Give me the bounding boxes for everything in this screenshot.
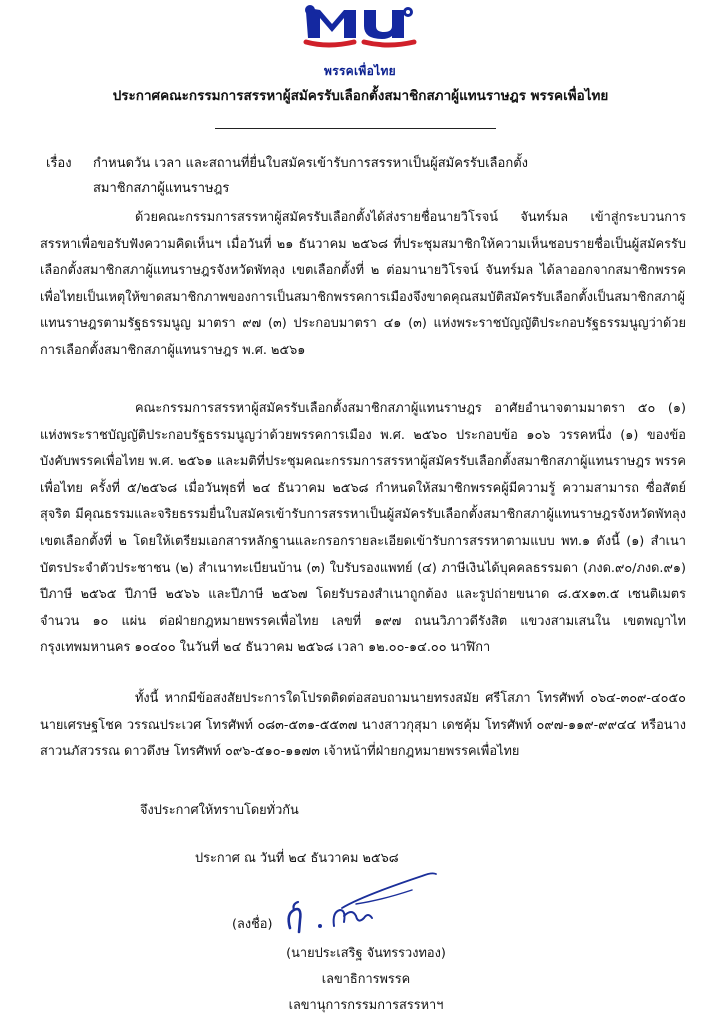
paragraph-application-details: คณะกรรมการสรรหาผู้สมัครรับเลือกตั้งสมาชิกสภาผู้แทนราษฎร อาศัยอำนาจตามมาตรา ๕๐ (๑) แห่งพระราชบัญญัติประกอบรัฐธรรมนูญว่าด้วยพรรคการเมือง พ.ศ. ๒๕๖๐ ประกอบข้อ ๑๐๖ วรรคหนึ่ง (๑) ของข้อบังคับพรรคเพื่อไทย พ.ศ. ๒๕๖๑ และมติที่ประชุมคณะกรรมการสรรหาผู้สมัครรับเลือกตั้งสมาชิกสภาผู้แทนราษฎร พรรคเพื่อไทย ครั้งที่ ๕/๒๕๖๘ เมื่อวันพุธที่ ๒๔ ธันวาคม ๒๕๖๘ กำหนดให้สมาชิกพรรคผู้มีความรู้ ความสามารถ ซื่อสัตย์สุจริต มีคุณธรรมและจริยธรรมยื่นใบสมัครเข้ารับการสรรหาเป็นผู้สมัครรับเลือกตั้งสมาชิกสภาผู้แทนราษฎรจังหวัดพัทลุง เขตเลือกตั้งที่ ๒ โดยให้เตรียมเอกสารหลักฐานและกรอกรายละเอียดเข้ารับการสรรหาตามแบบ พท.๑ ดังนี้ (๑) สำเนาบัตรประจำตัวประชาชน (๒) สำเนาทะเบียนบ้าน (๓) ใบรับรองแพทย์ (๔) ภาษีเงินได้บุคคลธรรมดา (ภงด.๙๐/ภงด.๙๑) ปีภาษี ๒๕๖๕ ปีภาษี ๒๕๖๖ และปีภาษี ๒๕๖๗ โดยรับรองสำเนาถูกต้อง และรูปถ่ายขนาด ๘.๕x๑๓.๕ เซนติเมตร จำนวน ๑๐ แผ่น ต่อฝ่ายกฎหมายพรรคเพื่อไทย เลขที่ ๑๙๗ ถนนวิภาวดีรังสิต แขวงสามเสนใน เขตพญาไท กรุงเทพมหานคร ๑๐๔๐๐ ในวันที่ ๒๔ ธันวาคม ๒๕๖๘ เวลา ๑๒.๐๐-๑๔.๐๐ นาฬิกา (40, 401, 686, 656)
signatory-position-1: เลขาธิการพรรค (321, 972, 411, 987)
paragraph-background: ด้วยคณะกรรมการสรรหาผู้สมัครรับเลือกตั้งได้ส่งรายชื่อนายวิโรจน์ จันทร์มล เข้าสู่กระบวนการสรรหาเพื่อขอรับฟังความคิดเห็นฯ เมื่อวันที่ ๒๑ ธันวาคม ๒๕๖๘ ที่ประชุมสมาชิกให้ความเห็นชอบรายชื่อเป็นผู้สมัครรับเลือกตั้งสมาชิกสภาผู้แทนราษฎรจังหวัดพัทลุง เขตเลือกตั้งที่ ๒ ต่อมานายวิโรจน์ จันทร์มล ได้ลาออกจากสมาชิกพรรคเพื่อไทยเป็นเหตุให้ขาดสมาชิกภาพของการเป็นสมาชิกพรรคการเมืองจึงขาดคุณสมบัติสมัครรับเลือกตั้งเป็นสมาชิกสภาผู้แทนราษฎรตามรัฐธรรมนูญ มาตรา ๙๗ (๓) ประกอบมาตรา ๔๑ (๓) แห่งพระราชบัญญัติประกอบรัฐธรรมนูญว่าด้วยการเลือกตั้งสมาชิกสภาผู้แทนราษฎร พ.ศ. ๒๕๖๑ (40, 210, 686, 358)
paragraph-closing: จึงประกาศให้ทราบโดยทั่วกัน (140, 803, 299, 818)
handwritten-signature (272, 866, 442, 936)
subject-label: เรื่อง (46, 156, 72, 171)
signatory-name: (นายประเสริฐ จันทรรวงทอง) (286, 946, 446, 961)
paragraph-contacts: ทั้งนี้ หากมีข้อสงสัยประการใดโปรดติดต่อสอบถามนายทรงสมัย ศรีโสภา โทรศัพท์ ๐๖๔-๓๐๙-๔๐๕๐ นายเศรษฐโชค วรรณประเวศ โทรศัพท์ ๐๘๓-๕๓๑-๕๕๓๗ นางสาวกุสุมา เดชคุ้ม โทรศัพท์ ๐๙๗-๑๑๙-๙๙๔๔ หรือนางสาวนภัสวรรณ ดาวดึงษ โทรศัพท์ ๐๙๖-๕๑๐-๑๑๗๓ เจ้าหน้าที่ฝ่ายกฎหมายพรรคเพื่อไทย (40, 691, 686, 760)
announcement-date: ประกาศ ณ วันที่ ๒๔ ธันวาคม ๒๕๖๘ (195, 851, 399, 866)
title-divider (215, 128, 496, 129)
party-logo (298, 2, 422, 80)
party-logo-mark (298, 2, 422, 62)
party-logo-caption: พรรคเพื่อไทย (323, 64, 397, 78)
announcement-title: ประกาศคณะกรรมการสรรหาผู้สมัครรับเลือกตั้งสมาชิกสภาผู้แทนราษฎร พรรคเพื่อไทย (112, 88, 609, 104)
subject-line-1: กำหนดวัน เวลา และสถานที่ยื่นใบสมัครเข้ารับการสรรหาเป็นผู้สมัครรับเลือกตั้ง (93, 156, 528, 171)
signatory-position-2: เลขานุการกรรมการสรรหาฯ (288, 998, 444, 1013)
signature-label: (ลงชื่อ) (232, 917, 273, 932)
subject-line-2: สมาชิกสภาผู้แทนราษฎร (93, 181, 230, 196)
subject-text (93, 151, 663, 201)
